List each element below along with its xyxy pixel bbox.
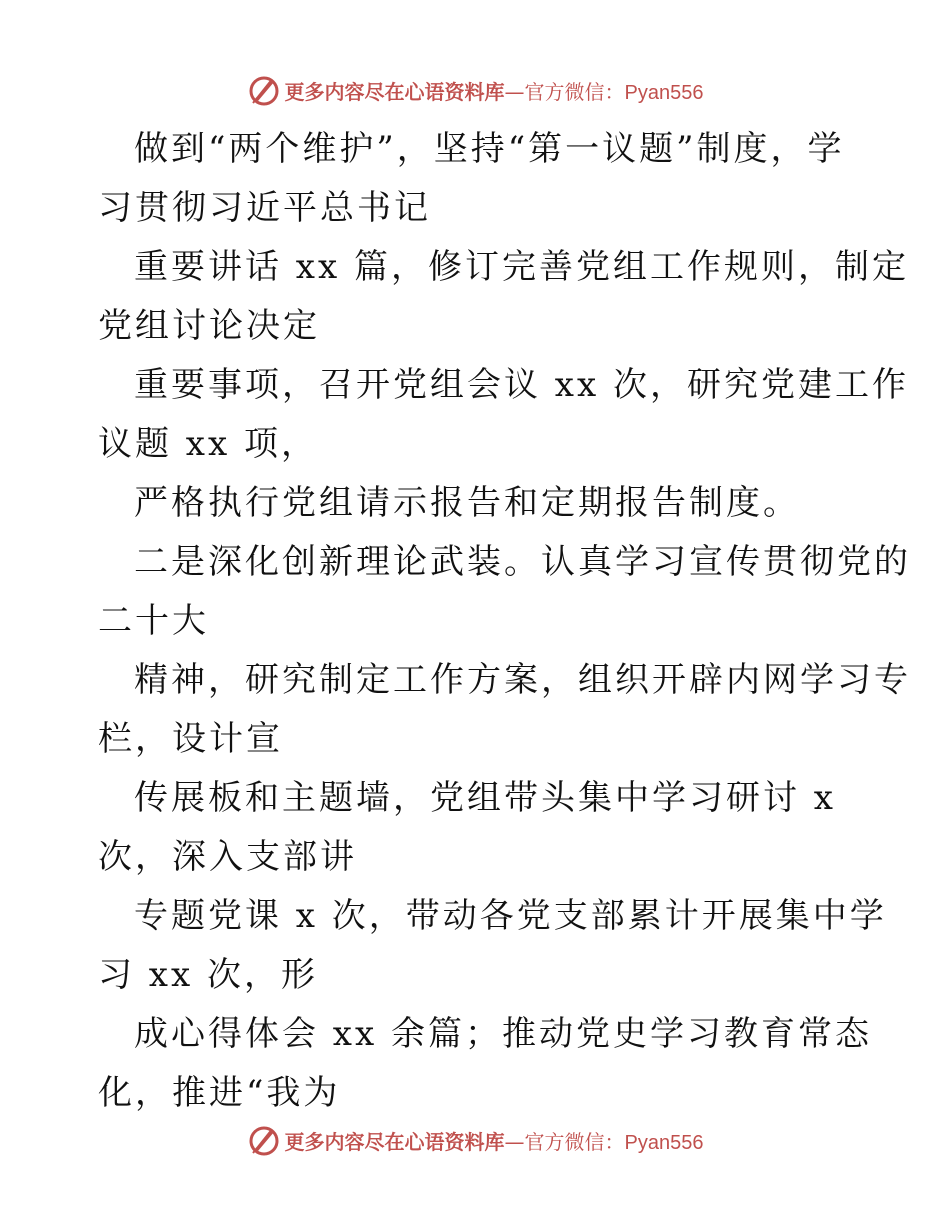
banner-wechat-id: Pyan556 [624, 1131, 704, 1154]
text-line: 精神，研究制定工作方案，组织开辟内网学习专 [134, 660, 911, 700]
text-line: 二是深化创新理论武装。认真学习宣传贯彻党的 [134, 542, 911, 582]
text-line: 专题党课 x 次，带动各党支部累计开展集中学 [134, 896, 887, 936]
text-line: 党组讨论决定 [98, 306, 320, 346]
text-line: 议题 xx 项， [98, 424, 318, 464]
text-line: 严格执行党组请示报告和定期报告制度。 [134, 483, 800, 523]
text-line: 次，深入支部讲 [98, 837, 357, 877]
banner-wechat-label: 官方微信： [524, 1129, 625, 1154]
text-line: 重要讲话 xx 篇，修订完善党组工作规则，制定 [134, 247, 909, 287]
text-line: 习 xx 次，形 [98, 955, 318, 995]
banner-title: 更多内容尽在心语资料库 [284, 1129, 505, 1154]
banner-wechat-label: 官方微信： [524, 79, 625, 104]
text-line: 重要事项，召开党组会议 xx 次，研究党建工作 [134, 365, 909, 405]
banner-title: 更多内容尽在心语资料库 [284, 79, 505, 104]
quill-logo-icon [247, 73, 281, 107]
text-line: 做到“两个维护”，坚持“第一议题”制度，学 [134, 129, 845, 169]
document-body [98, 120, 911, 1123]
text-line: 传展板和主题墙，党组带头集中学习研讨 x [134, 778, 836, 818]
header-banner [0, 70, 950, 110]
text-line: 成心得体会 xx 余篇；推动党史学习教育常态 [134, 1014, 872, 1054]
text-line: 栏，设计宣 [98, 719, 283, 759]
banner-dash: — [504, 1129, 525, 1154]
footer-banner [0, 1120, 950, 1160]
text-line: 习贯彻习近平总书记 [98, 188, 431, 228]
quill-logo-icon [247, 1123, 281, 1157]
banner-wechat-id: Pyan556 [624, 81, 704, 104]
banner-dash: — [504, 79, 525, 104]
text-line: 化，推进“我为 [98, 1073, 341, 1113]
text-line: 二十大 [98, 601, 209, 641]
